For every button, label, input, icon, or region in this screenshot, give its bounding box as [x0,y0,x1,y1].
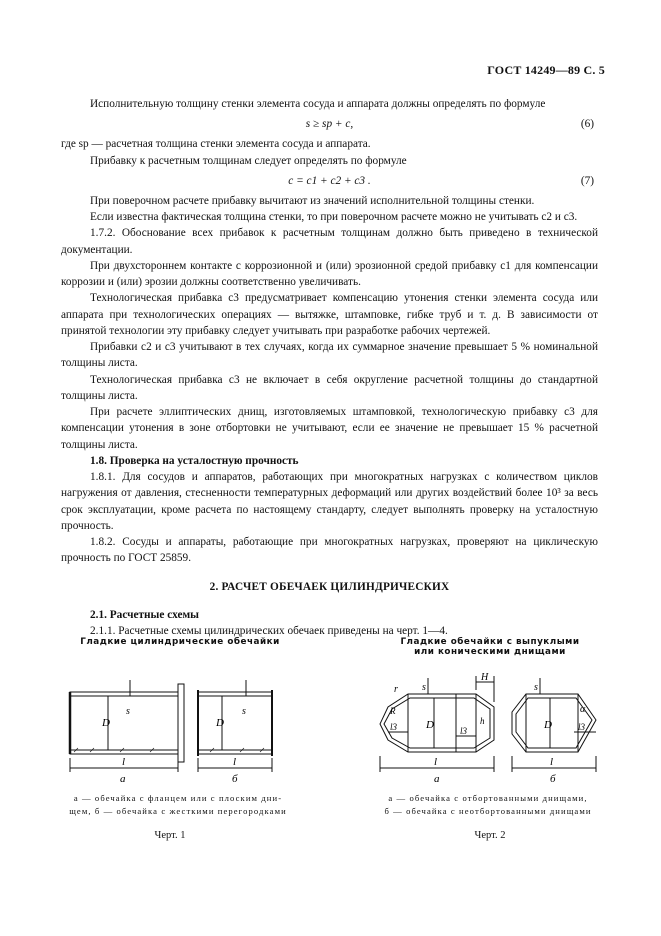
figure-2 [365,637,615,657]
label-a: а [120,773,126,784]
document-body [61,96,598,639]
label-D: D [216,717,224,729]
paragraph: 1.7.2. Обоснование всех прибавок к расчетным толщинам должно быть приведено в технической документации. [61,227,598,256]
label-s: s [242,706,246,717]
label-H: H [481,672,489,683]
label-D: D [426,719,434,731]
equation-6 [61,112,598,136]
figure-title: Гладкие цилиндрические обечайки [80,637,280,647]
label-l3: l3 [578,722,586,732]
equation-7 [61,169,598,193]
equation-number: (7) [580,174,594,187]
label-l3: l3 [390,722,398,732]
figure-2-label: Черт. 2 [474,830,506,841]
label-b: б [232,773,238,784]
page-header: ГОСТ 14249—89 С. 5 [487,63,605,77]
figure-title: Гладкие обечайки с выпуклыми [400,637,580,647]
caption-line: щем, б — обечайка с жесткими перегородками [69,806,287,816]
figure-title: или коническими днищами [414,647,566,657]
figure-2-caption [368,792,608,818]
figure-1-drawing [60,672,300,784]
label-l: l [122,756,126,768]
paragraph: При двухстороннем контакте с коррозионной и (или) эрозионной средой прибавку c1 для компенсации коррозии и (или) эрозии должны соответственно увеличивать. [61,259,598,288]
flange [178,684,184,762]
figure-1-label: Черт. 1 [154,830,186,841]
paragraph: Технологическая прибавка c3 не включает в себя округление расчетной толщины до стандартной толщины листа. [61,373,598,402]
equation-formula: c = c1 + c2 + c3 . [288,174,371,187]
shell-a [70,692,178,754]
paragraph: Если известна фактическая толщина стенки, то при поверочном расчете можно не учитывать c2 и c3. [90,211,578,223]
caption-line: б — обечайка с неотбортованными днищами [384,806,592,816]
label-D: D [102,717,110,729]
shell-b [198,692,272,754]
paragraph: Прибавки c2 и c3 учитывают в тех случаях, когда их суммарное значение превышает 5 % номинальной толщины листа. [61,341,598,370]
label-s: s [422,682,426,693]
caption-line: а — обечайка с отбортованными днищами, [388,793,588,803]
label-s: s [534,682,538,693]
label-l: l [434,756,438,768]
label-a: а [434,773,440,784]
label-D: D [544,719,552,731]
label-R: R [390,706,396,716]
label-alpha: α [580,704,586,715]
paragraph: Исполнительную толщину стенки элемента сосуда и аппарата должны определять по формуле [90,98,546,110]
figure-1 [60,637,300,647]
section-title-2: 2. РАСЧЕТ ОБЕЧАЕК ЦИЛИНДРИЧЕСКИХ [209,580,450,593]
label-b: б [550,773,556,784]
paragraph: 1.8.2. Сосуды и аппараты, работающие при многократных нагрузках, проверяют на циклическую прочность по ГОСТ 25859. [61,536,598,565]
paragraph: Прибавку к расчетным толщинам следует определять по формуле [90,154,407,167]
label-l: l [550,756,554,768]
label-s: s [126,706,130,717]
label-l3: l3 [460,726,468,736]
paragraph: 1.8.1. Для сосудов и аппаратов, работающих при многократных нагрузках с количеством циклов нагружения от давления, стесненности температурных деформаций или других воздействий более 10³ за весь срок эксплуатации, кроме расчета по настоящему стандарту, следует выполнять проверку на усталостную прочность. [61,471,598,532]
equation-number: (6) [580,118,594,131]
equation-formula: s ≥ sр + c, [305,118,354,131]
section-heading-2-1: 2.1. Расчетные схемы [90,608,199,621]
label-r: r [394,684,398,695]
label-l: l [233,756,237,768]
paragraph: где sр — расчетная толщина стенки элемента сосуда и аппарата. [61,138,371,151]
paragraph: 2.1.1. Расчетные схемы цилиндрических обечаек приведены на черт. 1—4. [90,625,448,637]
label-h: h [480,716,485,726]
paragraph: При расчете эллиптических днищ, изготовляемых штамповкой, технологическую прибавку c3 для компенсации утонения в зоне отбортовки не учитывают, если ее значение не превышает 15 % расчетной толщины листа. [61,406,598,451]
figure-2-drawing [368,672,608,784]
paragraph: При поверочном расчете прибавку вычитают из значений исполнительной толщины стенки. [90,194,535,207]
section-heading-1-8: 1.8. Проверка на усталостную прочность [90,454,299,467]
figure-1-caption [58,792,298,818]
caption-line: а — обечайка с фланцем или с плоским дни- [73,793,283,803]
paragraph: Технологическая прибавка c3 предусматривает компенсацию утонения стенки элемента сосуда или аппарата при технологических операциях — вытяжке, штамповке, гибке труб и т. д. В зависимости от принятой технологии эту прибавку следует учитывать при разработке рабочих чертежей. [61,292,598,337]
shell-a [380,694,494,752]
